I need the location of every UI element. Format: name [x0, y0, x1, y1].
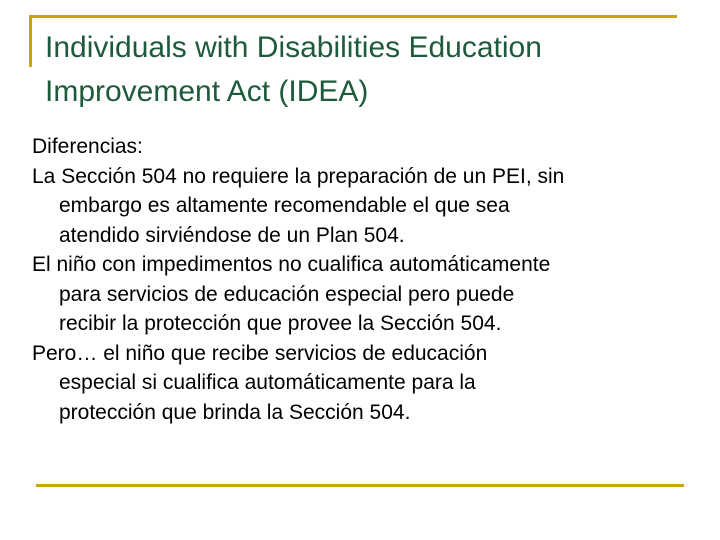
- bottom-rule: [36, 484, 684, 487]
- title-line: Individuals with Disabilities Education: [45, 31, 542, 64]
- paragraph-child-not-qualify: [32, 250, 692, 339]
- text-line: La Sección 504 no requiere la preparación de un PEI, sin: [32, 164, 565, 188]
- paragraph-differences-heading: [32, 132, 692, 162]
- title-frame-top-rule: [29, 15, 677, 18]
- text-line: recibir la protección que provee la Sección 504.: [59, 312, 502, 335]
- paragraph-section-504-pei: [32, 162, 692, 251]
- text-line: especial si cualifica automáticamente para la: [59, 371, 476, 394]
- text-line: El niño con impedimentos no cualifica automáticamente: [32, 253, 551, 276]
- text-line: atendido sirviéndose de un Plan 504.: [59, 223, 405, 247]
- slide-title: [45, 26, 685, 114]
- text-line: protección que brinda la Sección 504.: [59, 400, 411, 424]
- text-line: embargo es altamente recomendable el que sea: [59, 194, 510, 217]
- slide-body: [32, 132, 692, 427]
- paragraph-child-qualifies: [32, 339, 692, 428]
- text-line: Pero… el niño que recibe servicios de educación: [32, 341, 488, 365]
- title-frame-left-rule: [29, 15, 32, 67]
- text-line: Diferencias:: [32, 135, 143, 158]
- text-line: para servicios de educación especial pero puede: [59, 282, 515, 306]
- title-line: Improvement Act (IDEA): [45, 75, 369, 108]
